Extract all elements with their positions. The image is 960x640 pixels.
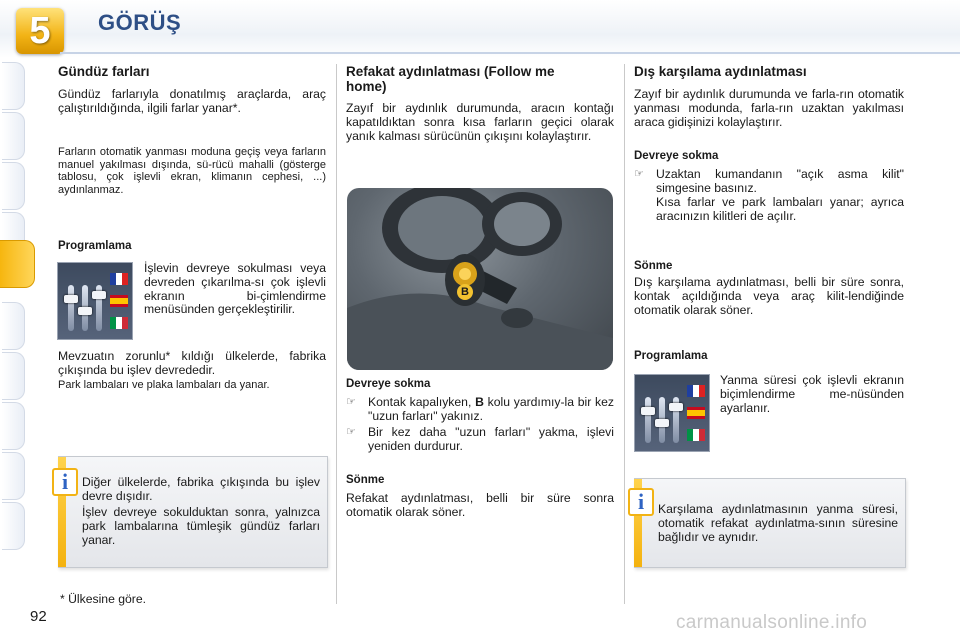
- activation-title: Devreye sokma: [634, 150, 719, 162]
- info-text-other-countries: Diğer ülkelerde, fabrika çıkışında bu işlev devre dışıdır.: [82, 475, 320, 503]
- flag-icon: [110, 295, 128, 307]
- flag-icon: [687, 407, 705, 419]
- footnote: * Ülkesine göre.: [60, 592, 147, 606]
- programming-title: Programlama: [58, 240, 132, 252]
- activation-step-1: ☞ Kontak kapalıyken, B kolu yardımıy-la bir kez "uzun farları" yakınız.: [346, 395, 614, 423]
- info-icon: i: [52, 468, 78, 496]
- slider-icon: [82, 285, 88, 331]
- slider-icon: [659, 397, 665, 443]
- section-title-welcome-lighting: Dış karşılama aydınlatması: [634, 64, 807, 79]
- flag-icon: [110, 273, 128, 285]
- welcome-lighting-intro: Zayıf bir aydınlık durumunda ve farla-rın otomatik yanması modunda, farla-rın uzaktan yakılması araca gidişinizi kolaylaştırır.: [634, 87, 904, 129]
- daytime-lights-note: Farların otomatik yanması moduna geçiş veya farların manuel yakılması dışında, sü-rücü mahalli (gösterge tablosu, çok işlevli ekran, klimanın cephesi, ...) aydınlanmaz.: [58, 146, 326, 196]
- follow-me-home-intro: Zayıf bir aydınlık durumunda, aracın kontağı kapatıldıktan sonra kısa farların geçici olarak yanık kalması sürücünün çıkışını kolaylaştırır.: [346, 101, 614, 143]
- flag-icon: [687, 385, 705, 397]
- info-text-park-lamps: İşlev devreye sokulduktan sonra, yalnızca park lambalarına tümleşik gündüz farları yanar.: [82, 505, 320, 547]
- programming-text: Yanma süresi çok işlevli ekranın biçimlendirme me-nüsünden ayarlanır.: [720, 373, 904, 415]
- activation-title: Devreye sokma: [346, 378, 431, 390]
- chapter-tab-5-active[interactable]: [0, 240, 35, 288]
- programming-text: İşlevin devreye sokulması veya devreden çıkarılma-sı çok işlevli ekranın bi-çimlendirme menüsünden gerçekleştirilir.: [144, 261, 326, 317]
- slider-icon: [645, 397, 651, 443]
- switch-off-text: Dış karşılama aydınlatması, belli bir süre sonra, kontak açıldığında veya araç kilit-lendiğinde otomatik olarak söner.: [634, 275, 904, 317]
- programming-title: Programlama: [634, 350, 708, 362]
- chapter-title: GÖRÜŞ: [98, 10, 182, 35]
- switch-off-title: Sönme: [346, 474, 385, 486]
- info-text-duration: Karşılama aydınlatmasının yanma süresi, otomatik refakat aydınlatma-sının süresine bağlıdır ve aynıdır.: [658, 502, 898, 544]
- pointing-hand-icon: ☞: [634, 168, 644, 180]
- header-divider: [60, 52, 960, 54]
- chapter-tab-10[interactable]: [2, 502, 25, 550]
- section-title-daytime-lights: Gündüz farları: [58, 64, 150, 79]
- pointing-hand-icon: ☞: [346, 426, 356, 438]
- mandatory-countries-text: Mevzuatın zorunlu* kıldığı ülkelerde, fabrika çıkışında bu işlev devrededir.: [58, 349, 326, 377]
- steering-stalk-photo: [347, 188, 613, 370]
- chapter-tab-1[interactable]: [2, 62, 25, 110]
- column-divider-1: [336, 64, 337, 604]
- chapter-tab-9[interactable]: [2, 452, 25, 500]
- chapter-tab-2[interactable]: [2, 112, 25, 160]
- label-b-marker: B: [457, 284, 473, 300]
- slider-icon: [96, 285, 102, 331]
- column-divider-2: [624, 64, 625, 604]
- chapter-tab-7[interactable]: [2, 352, 25, 400]
- chapter-tab-8[interactable]: [2, 402, 25, 450]
- steering-stalk-illustration: [347, 188, 613, 370]
- info-icon: i: [628, 488, 654, 516]
- activation-step-1: ☞ Uzaktan kumandanın "açık asma kilit" simgesine basınız.: [634, 167, 904, 195]
- activation-step-2: ☞ Bir kez daha "uzun farları" yakma, işlevi yeniden durdurur.: [346, 425, 614, 453]
- chapter-number-badge: 5: [16, 8, 64, 54]
- section-title-follow-me-home: Refakat aydınlatması (Follow me home): [346, 64, 555, 94]
- pointing-hand-icon: ☞: [346, 396, 356, 408]
- flag-icon: [110, 317, 128, 329]
- slider-icon: [673, 397, 679, 443]
- display-settings-image: [634, 374, 710, 452]
- chapter-tabs: [0, 62, 34, 582]
- park-lamps-text: Park lambaları ve plaka lambaları da yanar.: [58, 379, 270, 391]
- chapter-tab-3[interactable]: [2, 162, 25, 210]
- slider-icon: [68, 285, 74, 331]
- watermark: carmanualsonline.info: [676, 612, 868, 633]
- page-number: 92: [30, 608, 47, 625]
- switch-off-text: Refakat aydınlatması, belli bir süre sonra otomatik olarak söner.: [346, 491, 614, 519]
- activation-result: Kısa farlar ve park lambaları yanar; ayrıca aracınızın kilitleri de açılır.: [656, 195, 904, 223]
- switch-off-title: Sönme: [634, 260, 673, 272]
- chapter-tab-6[interactable]: [2, 302, 25, 350]
- daytime-lights-intro: Gündüz farlarıyla donatılmış araçlarda, araç çalıştırıldığında, ilgili farlar yanar*.: [58, 87, 326, 115]
- flag-icon: [687, 429, 705, 441]
- display-settings-image: [57, 262, 133, 340]
